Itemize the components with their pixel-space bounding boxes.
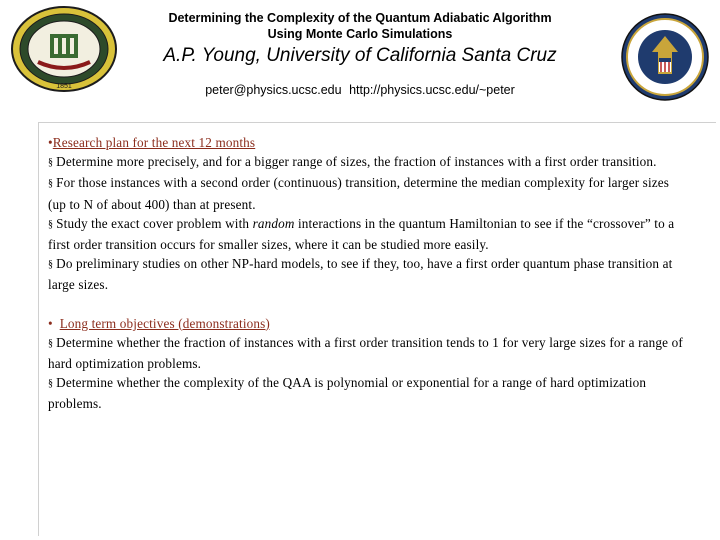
section-research-heading bbox=[48, 133, 688, 152]
page-title bbox=[120, 10, 600, 42]
list-item: § Do preliminary studies on other NP-hard models, to see if they, too, have a first order quantum phase transition at large sizes. bbox=[48, 256, 673, 293]
list-item: § Determine whether the complexity of the QAA is polynomial or exponential for a range of hard optimization problems. bbox=[48, 375, 647, 412]
square-bullet-icon: § bbox=[48, 157, 54, 169]
author-line: A.P. Young, University of California Santa Cruz bbox=[163, 45, 557, 66]
dept-seal-icon bbox=[8, 4, 120, 94]
slide-body bbox=[48, 133, 688, 414]
bullet: • bbox=[48, 135, 53, 150]
square-bullet-icon: § bbox=[48, 378, 54, 390]
long-term-heading: Long term objectives (demonstrations) bbox=[59, 315, 270, 331]
list-item: § Study the exact cover problem with random interactions in the quantum Hamiltonian to see if the “crossover” to a first order transition occurs for smaller sizes, where it can be studied more easily. bbox=[48, 215, 675, 253]
list-item: § Determine whether the fraction of instances with a first order transition tends to 1 for very large sizes for a range of hard optimization problems. bbox=[48, 334, 683, 372]
homepage-link[interactable]: http://physics.ucsc.edu/~peter bbox=[349, 83, 515, 97]
title-line-2: Using Monte Carlo Simulations bbox=[267, 27, 453, 41]
square-bullet-icon: § bbox=[48, 178, 54, 190]
list-item: § For those instances with a second order (continuous) transition, determine the median complexity for larger sizes (up to N of about 400) than at present. bbox=[48, 175, 670, 212]
title-line-1: Determining the Complexity of the Quantum Adiabatic Algorithm bbox=[168, 11, 552, 25]
research-plan-heading: Research plan for the next 12 months bbox=[52, 135, 256, 150]
section-objectives-heading bbox=[48, 314, 688, 333]
seal-left-year: 1851 bbox=[56, 83, 72, 90]
nsa-seal-icon bbox=[620, 12, 710, 102]
list-item: § Determine more precisely, and for a bigger range of sizes, the fraction of instances with a first order transition. bbox=[48, 154, 657, 170]
bullet: • bbox=[48, 315, 53, 331]
email-link[interactable]: peter@physics.ucsc.edu bbox=[205, 83, 342, 97]
square-bullet-icon: § bbox=[48, 337, 54, 349]
contact-line bbox=[120, 81, 600, 99]
square-bullet-icon: § bbox=[48, 259, 54, 271]
square-bullet-icon: § bbox=[48, 218, 54, 230]
